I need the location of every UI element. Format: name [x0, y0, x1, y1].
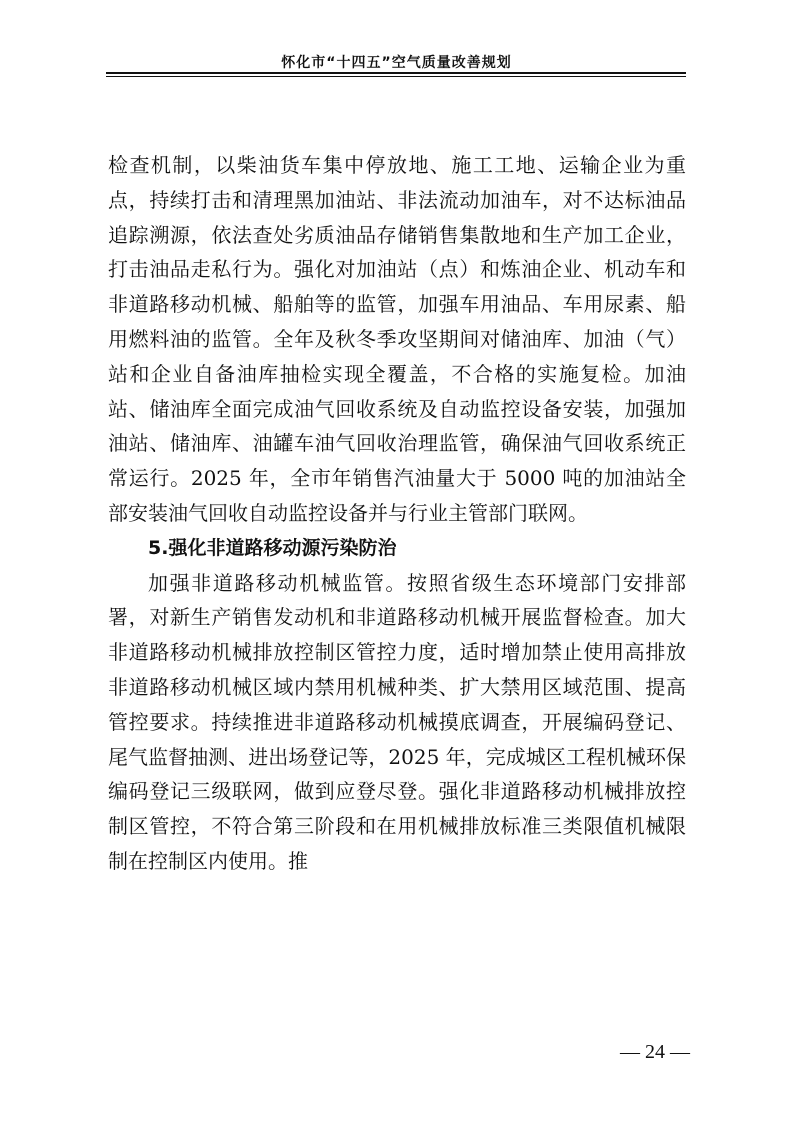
header-rule-thick	[106, 72, 686, 74]
running-header: 怀化市“十四五”空气质量改善规划	[281, 55, 512, 71]
body-text	[108, 148, 686, 879]
paragraph: 检查机制，以柴油货车集中停放地、施工工地、运输企业为重点，持续打击和清理黑加油站、非法流动加油车，对不达标油品追踪溯源，依法查处劣质油品存储销售集散地和生产加工企业，打击油品走私行为。强化对加油站（点）和炼油企业、机动车和非道路移动机械、船舶等的监管，加强车用油品、车用尿素、船用燃料油的监管。全年及秋冬季攻坚期间对储油库、加油（气）站和企业自备油库抽检实现全覆盖，不合格的实施复检。加油站、储油库全面完成油气回收系统及自动监控设备安装，加强加油站、储油库、油罐车油气回收治理监管，确保油气回收系统正常运行。2025 年，全市年销售汽油量大于 5000 吨的加油站全部安装油气回收自动监控设备并与行业主管部门联网。	[108, 153, 686, 525]
paragraph: 加强非道路移动机械监管。按照省级生态环境部门安排部署，对新生产销售发动机和非道路移动机械开展监督检查。加大非道路移动机械排放控制区管控力度，适时增加禁止使用高排放非道路移动机械区域内禁用机械种类、扩大禁用区域范围、提高管控要求。持续推进非道路移动机械摸底调查，开展编码登记、尾气监督抽测、进出场登记等，2025 年，完成城区工程机械环保编码登记三级联网，做到应登尽登。强化非道路移动机械排放控制区管控，不符合第三阶段和在用机械排放标准三类限值机械限制在控制区内使用。推	[108, 570, 686, 873]
header-rule-thin	[106, 76, 686, 77]
section-heading: 5.强化非道路移动源污染防治	[148, 536, 397, 559]
page-number: — 24 —	[620, 1041, 690, 1063]
